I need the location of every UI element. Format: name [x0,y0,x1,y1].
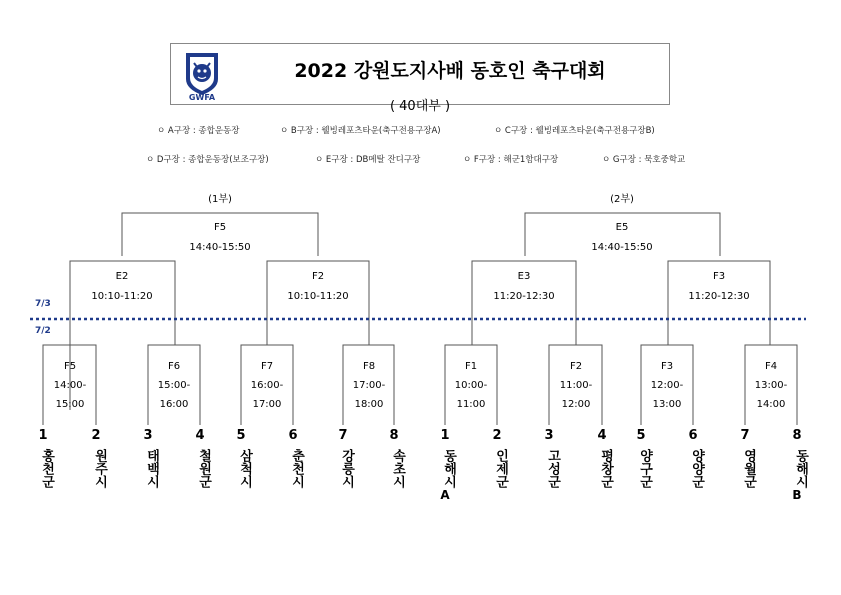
team-name: 양양군 [689,449,704,488]
venue-b: ㅇ B구장 : 웰빙레포츠타운(축구전용구장A) [280,126,441,136]
venue-c: ㅇ C구장 : 웰빙레포츠타운(축구전용구장B) [494,126,655,136]
team-seed: 4 [195,428,205,443]
team-name: 강릉시 [339,449,354,488]
r1-field: F1 [464,361,478,372]
r1-time-end: 13:00 [652,399,682,410]
team-seed: 1 [38,428,48,443]
semi-time: 14:40-15:50 [591,242,653,253]
r1-field: F6 [167,361,181,372]
venue-g: ㅇ G구장 : 묵호중학교 [602,155,686,165]
semi-time: 14:40-15:50 [189,242,251,253]
venue-a: ㅇ A구장 : 종합운동장 [157,126,240,136]
quarter-field: F3 [712,271,726,282]
r1-field: F5 [63,361,77,372]
quarter-time: 11:20-12:30 [688,291,750,302]
team-name: 평창군 [598,449,613,488]
team-name: 태백시 [144,449,159,488]
team-seed: 5 [236,428,246,443]
section-2: (2부) [610,194,634,205]
team-suffix: A [440,488,450,502]
section-1: (1부) [208,194,232,205]
team-name: 춘천시 [289,449,304,488]
team-seed: 3 [544,428,554,443]
r1-field: F2 [569,361,583,372]
page-subtitle: ( 40대부 ) [389,99,451,114]
r1-time-end: 14:00 [756,399,786,410]
team-seed: 6 [288,428,298,443]
team-seed: 5 [636,428,646,443]
team-name: 동해시 [793,449,808,488]
team-seed: 2 [91,428,101,443]
r1-time-end: 15:00 [55,399,85,410]
r1-field: F3 [660,361,674,372]
quarter-field: E3 [517,271,531,282]
team-seed: 4 [597,428,607,443]
team-seed: 7 [338,428,348,443]
semi-field: F5 [213,222,227,233]
quarter-time: 10:10-11:20 [287,291,349,302]
r1-time-start: 14:00- [53,380,87,391]
team-name: 홍천군 [39,449,54,488]
team-name: 삼척시 [237,449,252,488]
team-seed: 3 [143,428,153,443]
r1-field: F7 [260,361,274,372]
quarter-time: 11:20-12:30 [493,291,555,302]
venue-e: ㅇ E구장 : DB메탈 잔디구장 [315,155,421,165]
r1-time-start: 12:00- [650,380,684,391]
team-seed: 1 [440,428,450,443]
team-suffix: B [792,488,802,502]
r1-time-start: 17:00- [352,380,386,391]
team-name: 양구군 [637,449,652,488]
r1-time-end: 16:00 [159,399,189,410]
date-lower: 7/2 [35,326,51,336]
date-upper: 7/3 [35,299,51,309]
venue-f: ㅇ F구장 : 해군1함대구장 [463,155,559,165]
team-seed: 7 [740,428,750,443]
quarter-field: F2 [311,271,325,282]
team-name: 원주시 [92,449,107,488]
r1-time-start: 16:00- [250,380,284,391]
r1-time-start: 10:00- [454,380,488,391]
team-name: 인제군 [493,449,508,488]
team-seed: 8 [389,428,399,443]
r1-time-end: 17:00 [252,399,282,410]
r1-field: F8 [362,361,376,372]
team-name: 동해시 [441,449,456,488]
team-seed: 8 [792,428,802,443]
team-seed: 2 [492,428,502,443]
team-name: 고성군 [545,449,560,488]
r1-time-start: 15:00- [157,380,191,391]
r1-time-end: 18:00 [354,399,384,410]
team-name: 속초시 [390,449,405,488]
semi-field: E5 [615,222,629,233]
page-title: 2022 강원도지사배 동호인 축구대회 [294,60,606,82]
r1-time-end: 12:00 [561,399,591,410]
r1-time-end: 11:00 [456,399,486,410]
team-seed: 6 [688,428,698,443]
team-name: 철원군 [196,449,211,488]
quarter-time: 10:10-11:20 [91,291,153,302]
quarter-field: E2 [115,271,129,282]
r1-field: F4 [764,361,778,372]
r1-time-start: 11:00- [559,380,593,391]
team-name: 영월군 [741,449,756,488]
logo-text: GWFA [188,93,216,102]
venue-d: ㅇ D구장 : 종합운동장(보조구장) [146,155,269,165]
r1-time-start: 13:00- [754,380,788,391]
